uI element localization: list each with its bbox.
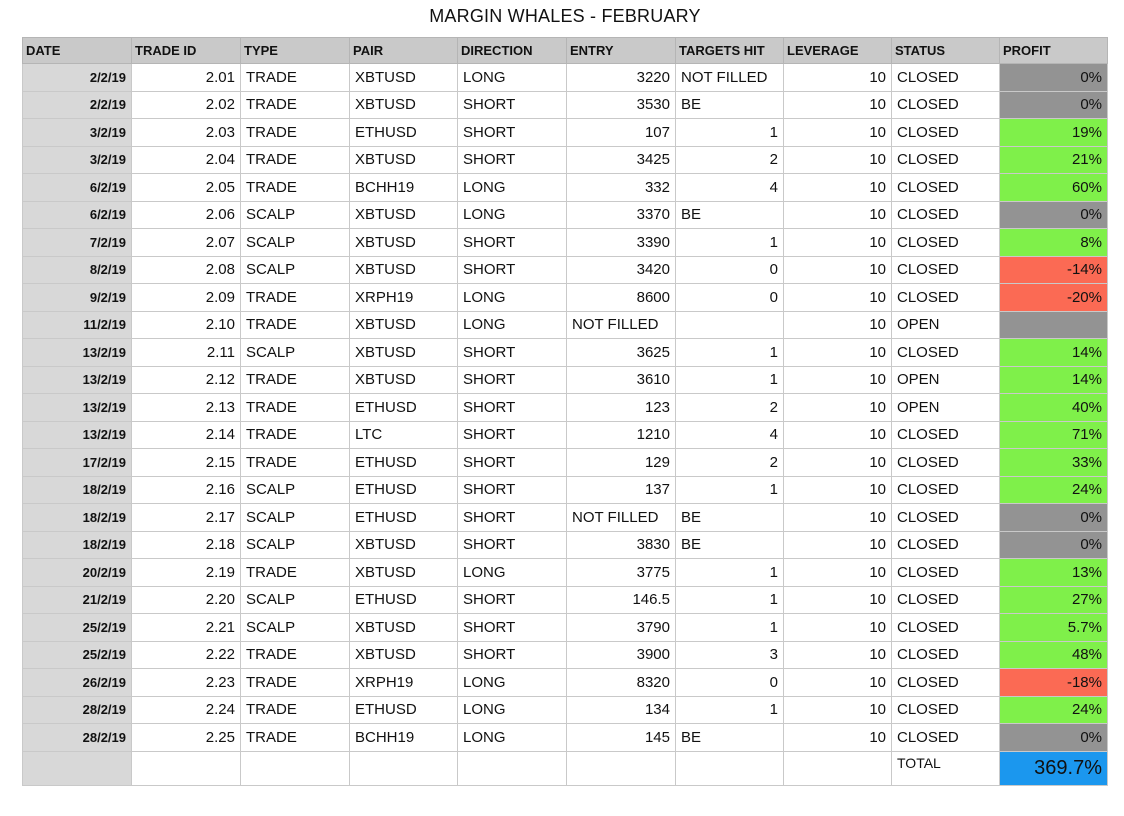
entry-cell[interactable]: 3390 <box>567 229 676 257</box>
status-cell[interactable]: CLOSED <box>892 504 1000 532</box>
pair-cell[interactable]: BCHH19 <box>350 174 458 202</box>
type-cell[interactable]: TRADE <box>241 641 350 669</box>
status-cell[interactable]: CLOSED <box>892 559 1000 587</box>
entry-cell[interactable]: 332 <box>567 174 676 202</box>
profit-cell[interactable]: 0% <box>1000 64 1108 92</box>
date-cell[interactable]: 28/2/19 <box>23 724 132 752</box>
targets-hit-cell[interactable]: BE <box>676 531 784 559</box>
type-cell[interactable]: TRADE <box>241 366 350 394</box>
pair-cell[interactable]: ETHUSD <box>350 504 458 532</box>
pair-cell[interactable]: XBTUSD <box>350 641 458 669</box>
status-cell[interactable]: CLOSED <box>892 284 1000 312</box>
profit-cell[interactable]: 0% <box>1000 91 1108 119</box>
type-cell[interactable]: SCALP <box>241 586 350 614</box>
status-cell[interactable]: CLOSED <box>892 696 1000 724</box>
targets-hit-cell[interactable]: 0 <box>676 256 784 284</box>
date-cell[interactable]: 13/2/19 <box>23 394 132 422</box>
profit-cell[interactable]: -20% <box>1000 284 1108 312</box>
profit-cell[interactable]: 14% <box>1000 366 1108 394</box>
leverage-cell[interactable]: 10 <box>784 724 892 752</box>
profit-cell[interactable]: 71% <box>1000 421 1108 449</box>
direction-cell[interactable]: LONG <box>458 311 567 339</box>
targets-hit-cell[interactable] <box>676 311 784 339</box>
trade-id-cell[interactable]: 2.06 <box>132 201 241 229</box>
direction-cell[interactable]: SHORT <box>458 421 567 449</box>
type-cell[interactable]: SCALP <box>241 531 350 559</box>
profit-cell[interactable]: 0% <box>1000 201 1108 229</box>
entry-cell[interactable]: 3530 <box>567 91 676 119</box>
targets-hit-cell[interactable]: BE <box>676 91 784 119</box>
direction-cell[interactable]: SHORT <box>458 531 567 559</box>
pair-cell[interactable]: XBTUSD <box>350 229 458 257</box>
leverage-cell[interactable]: 10 <box>784 284 892 312</box>
type-cell[interactable]: TRADE <box>241 394 350 422</box>
profit-cell[interactable]: 14% <box>1000 339 1108 367</box>
profit-cell[interactable]: 0% <box>1000 724 1108 752</box>
entry-cell[interactable]: 145 <box>567 724 676 752</box>
table-row <box>23 394 1108 422</box>
status-cell[interactable]: OPEN <box>892 366 1000 394</box>
type-cell[interactable]: TRADE <box>241 91 350 119</box>
entry-cell[interactable]: 129 <box>567 449 676 477</box>
date-cell[interactable]: 13/2/19 <box>23 339 132 367</box>
status-cell[interactable]: CLOSED <box>892 724 1000 752</box>
leverage-cell[interactable]: 10 <box>784 366 892 394</box>
status-cell[interactable]: CLOSED <box>892 91 1000 119</box>
status-cell[interactable]: CLOSED <box>892 449 1000 477</box>
table-row <box>23 641 1108 669</box>
date-cell[interactable]: 28/2/19 <box>23 696 132 724</box>
date-cell[interactable]: 18/2/19 <box>23 531 132 559</box>
col-header-pair[interactable]: PAIR <box>350 38 458 64</box>
total-empty-cell[interactable] <box>784 751 892 785</box>
direction-cell[interactable]: LONG <box>458 669 567 697</box>
trade-id-cell[interactable]: 2.07 <box>132 229 241 257</box>
pair-cell[interactable]: XBTUSD <box>350 201 458 229</box>
type-cell[interactable]: SCALP <box>241 614 350 642</box>
status-cell[interactable]: CLOSED <box>892 229 1000 257</box>
profit-cell[interactable]: 0% <box>1000 531 1108 559</box>
profit-cell[interactable]: 40% <box>1000 394 1108 422</box>
entry-cell[interactable]: 107 <box>567 119 676 147</box>
targets-hit-cell[interactable]: 4 <box>676 174 784 202</box>
entry-cell[interactable]: 8320 <box>567 669 676 697</box>
trade-id-cell[interactable]: 2.16 <box>132 476 241 504</box>
leverage-cell[interactable]: 10 <box>784 641 892 669</box>
total-profit-value[interactable]: 369.7% <box>1000 751 1108 785</box>
entry-cell[interactable]: 1210 <box>567 421 676 449</box>
leverage-cell[interactable]: 10 <box>784 119 892 147</box>
targets-hit-cell[interactable]: 2 <box>676 146 784 174</box>
date-cell[interactable]: 6/2/19 <box>23 174 132 202</box>
leverage-cell[interactable]: 10 <box>784 311 892 339</box>
trade-id-cell[interactable]: 2.15 <box>132 449 241 477</box>
profit-cell[interactable]: 48% <box>1000 641 1108 669</box>
type-cell[interactable]: TRADE <box>241 724 350 752</box>
col-header-type[interactable]: TYPE <box>241 38 350 64</box>
col-header-date[interactable]: DATE <box>23 38 132 64</box>
direction-cell[interactable]: SHORT <box>458 229 567 257</box>
total-row <box>23 751 1108 785</box>
pair-cell[interactable]: XBTUSD <box>350 256 458 284</box>
status-cell[interactable]: CLOSED <box>892 586 1000 614</box>
entry-cell[interactable]: NOT FILLED <box>567 311 676 339</box>
trade-id-cell[interactable]: 2.14 <box>132 421 241 449</box>
table-row <box>23 119 1108 147</box>
leverage-cell[interactable]: 10 <box>784 64 892 92</box>
table-row <box>23 696 1108 724</box>
total-date-cell[interactable] <box>23 751 132 785</box>
total-empty-cell[interactable] <box>567 751 676 785</box>
type-cell[interactable]: SCALP <box>241 476 350 504</box>
direction-cell[interactable]: LONG <box>458 284 567 312</box>
pair-cell[interactable]: XBTUSD <box>350 339 458 367</box>
sheet-title: MARGIN WHALES - FEBRUARY <box>429 6 701 26</box>
profit-cell[interactable]: 24% <box>1000 476 1108 504</box>
type-cell[interactable]: TRADE <box>241 449 350 477</box>
targets-hit-cell[interactable]: 1 <box>676 696 784 724</box>
type-cell[interactable]: TRADE <box>241 311 350 339</box>
date-cell[interactable]: 26/2/19 <box>23 669 132 697</box>
pair-cell[interactable]: XRPH19 <box>350 284 458 312</box>
pair-cell[interactable]: XRPH19 <box>350 669 458 697</box>
pair-cell[interactable]: BCHH19 <box>350 724 458 752</box>
targets-hit-cell[interactable]: 1 <box>676 339 784 367</box>
profit-cell[interactable]: 0% <box>1000 504 1108 532</box>
type-cell[interactable]: SCALP <box>241 201 350 229</box>
direction-cell[interactable]: SHORT <box>458 449 567 477</box>
date-cell[interactable]: 18/2/19 <box>23 504 132 532</box>
type-cell[interactable]: SCALP <box>241 256 350 284</box>
table-row <box>23 366 1108 394</box>
leverage-cell[interactable]: 10 <box>784 201 892 229</box>
status-cell[interactable]: CLOSED <box>892 614 1000 642</box>
date-cell[interactable]: 2/2/19 <box>23 91 132 119</box>
direction-cell[interactable]: LONG <box>458 559 567 587</box>
trade-id-cell[interactable]: 2.08 <box>132 256 241 284</box>
col-header-direction[interactable]: DIRECTION <box>458 38 567 64</box>
trade-id-cell[interactable]: 2.22 <box>132 641 241 669</box>
type-cell[interactable]: TRADE <box>241 284 350 312</box>
table-row <box>23 586 1108 614</box>
col-header-entry[interactable]: ENTRY <box>567 38 676 64</box>
direction-cell[interactable]: LONG <box>458 724 567 752</box>
total-empty-cell[interactable] <box>350 751 458 785</box>
type-cell[interactable]: TRADE <box>241 696 350 724</box>
type-cell[interactable]: SCALP <box>241 339 350 367</box>
type-cell[interactable]: SCALP <box>241 229 350 257</box>
date-cell[interactable]: 11/2/19 <box>23 311 132 339</box>
status-cell[interactable]: CLOSED <box>892 146 1000 174</box>
leverage-cell[interactable]: 10 <box>784 394 892 422</box>
table-row <box>23 174 1108 202</box>
direction-cell[interactable]: LONG <box>458 201 567 229</box>
pair-cell[interactable]: XBTUSD <box>350 146 458 174</box>
targets-hit-cell[interactable]: 2 <box>676 449 784 477</box>
date-cell[interactable]: 3/2/19 <box>23 119 132 147</box>
targets-hit-cell[interactable]: 1 <box>676 559 784 587</box>
leverage-cell[interactable]: 10 <box>784 669 892 697</box>
leverage-cell[interactable]: 10 <box>784 339 892 367</box>
profit-cell[interactable] <box>1000 311 1108 339</box>
col-header-status[interactable]: STATUS <box>892 38 1000 64</box>
entry-cell[interactable]: 8600 <box>567 284 676 312</box>
targets-hit-cell[interactable]: BE <box>676 504 784 532</box>
table-row <box>23 229 1108 257</box>
trade-id-cell[interactable]: 2.02 <box>132 91 241 119</box>
direction-cell[interactable]: SHORT <box>458 119 567 147</box>
trade-id-cell[interactable]: 2.18 <box>132 531 241 559</box>
table-row <box>23 284 1108 312</box>
pair-cell[interactable]: XBTUSD <box>350 366 458 394</box>
date-cell[interactable]: 3/2/19 <box>23 146 132 174</box>
status-cell[interactable]: CLOSED <box>892 421 1000 449</box>
entry-cell[interactable]: 123 <box>567 394 676 422</box>
trade-id-cell[interactable]: 2.13 <box>132 394 241 422</box>
entry-cell[interactable]: NOT FILLED <box>567 504 676 532</box>
trade-id-cell[interactable]: 2.23 <box>132 669 241 697</box>
leverage-cell[interactable]: 10 <box>784 174 892 202</box>
direction-cell[interactable]: LONG <box>458 696 567 724</box>
profit-cell[interactable]: 21% <box>1000 146 1108 174</box>
pair-cell[interactable]: ETHUSD <box>350 476 458 504</box>
trade-id-cell[interactable]: 2.11 <box>132 339 241 367</box>
pair-cell[interactable]: XBTUSD <box>350 311 458 339</box>
targets-hit-cell[interactable]: 3 <box>676 641 784 669</box>
date-cell[interactable]: 18/2/19 <box>23 476 132 504</box>
col-header-profit[interactable]: PROFIT <box>1000 38 1108 64</box>
direction-cell[interactable]: LONG <box>458 64 567 92</box>
table-row <box>23 91 1108 119</box>
trade-id-cell[interactable]: 2.25 <box>132 724 241 752</box>
status-cell[interactable]: CLOSED <box>892 339 1000 367</box>
profit-cell[interactable]: -14% <box>1000 256 1108 284</box>
date-cell[interactable]: 20/2/19 <box>23 559 132 587</box>
targets-hit-cell[interactable]: BE <box>676 201 784 229</box>
trade-id-cell[interactable]: 2.04 <box>132 146 241 174</box>
table-row <box>23 476 1108 504</box>
pair-cell[interactable]: XBTUSD <box>350 64 458 92</box>
leverage-cell[interactable]: 10 <box>784 614 892 642</box>
pair-cell[interactable]: LTC <box>350 421 458 449</box>
status-cell[interactable]: CLOSED <box>892 669 1000 697</box>
type-cell[interactable]: TRADE <box>241 174 350 202</box>
targets-hit-cell[interactable]: 1 <box>676 366 784 394</box>
leverage-cell[interactable]: 10 <box>784 449 892 477</box>
type-cell[interactable]: TRADE <box>241 559 350 587</box>
table-row <box>23 724 1108 752</box>
status-cell[interactable]: CLOSED <box>892 119 1000 147</box>
status-cell[interactable]: OPEN <box>892 311 1000 339</box>
status-cell[interactable]: CLOSED <box>892 641 1000 669</box>
table-row <box>23 256 1108 284</box>
status-cell[interactable]: CLOSED <box>892 476 1000 504</box>
table-row <box>23 449 1108 477</box>
entry-cell[interactable]: 3830 <box>567 531 676 559</box>
pair-cell[interactable]: ETHUSD <box>350 586 458 614</box>
direction-cell[interactable]: SHORT <box>458 614 567 642</box>
type-cell[interactable]: SCALP <box>241 504 350 532</box>
leverage-cell[interactable]: 10 <box>784 559 892 587</box>
date-cell[interactable]: 7/2/19 <box>23 229 132 257</box>
entry-cell[interactable]: 3790 <box>567 614 676 642</box>
trade-id-cell[interactable]: 2.19 <box>132 559 241 587</box>
total-empty-cell[interactable] <box>676 751 784 785</box>
status-cell[interactable]: CLOSED <box>892 256 1000 284</box>
direction-cell[interactable]: SHORT <box>458 394 567 422</box>
pair-cell[interactable]: XBTUSD <box>350 91 458 119</box>
status-cell[interactable]: CLOSED <box>892 201 1000 229</box>
pair-cell[interactable]: XBTUSD <box>350 559 458 587</box>
leverage-cell[interactable]: 10 <box>784 476 892 504</box>
pair-cell[interactable]: ETHUSD <box>350 119 458 147</box>
pair-cell[interactable]: ETHUSD <box>350 394 458 422</box>
direction-cell[interactable]: SHORT <box>458 256 567 284</box>
trade-id-cell[interactable]: 2.05 <box>132 174 241 202</box>
table-row <box>23 201 1108 229</box>
type-cell[interactable]: TRADE <box>241 146 350 174</box>
table-row <box>23 339 1108 367</box>
status-cell[interactable]: CLOSED <box>892 531 1000 559</box>
targets-hit-cell[interactable]: 1 <box>676 119 784 147</box>
profit-cell[interactable]: 60% <box>1000 174 1108 202</box>
direction-cell[interactable]: LONG <box>458 174 567 202</box>
header-row <box>23 38 1108 64</box>
targets-hit-cell[interactable]: 1 <box>676 476 784 504</box>
targets-hit-cell[interactable]: 1 <box>676 229 784 257</box>
targets-hit-cell[interactable]: 0 <box>676 284 784 312</box>
trade-id-cell[interactable]: 2.24 <box>132 696 241 724</box>
col-header-targets-hit[interactable]: TARGETS HIT <box>676 38 784 64</box>
entry-cell[interactable]: 3220 <box>567 64 676 92</box>
profit-cell[interactable]: 5.7% <box>1000 614 1108 642</box>
direction-cell[interactable]: SHORT <box>458 641 567 669</box>
entry-cell[interactable]: 3610 <box>567 366 676 394</box>
entry-cell[interactable]: 137 <box>567 476 676 504</box>
profit-cell[interactable]: -18% <box>1000 669 1108 697</box>
direction-cell[interactable]: SHORT <box>458 146 567 174</box>
direction-cell[interactable]: SHORT <box>458 339 567 367</box>
entry-cell[interactable]: 3775 <box>567 559 676 587</box>
col-header-trade-id[interactable]: TRADE ID <box>132 38 241 64</box>
targets-hit-cell[interactable]: 1 <box>676 614 784 642</box>
leverage-cell[interactable]: 10 <box>784 91 892 119</box>
table-row <box>23 669 1108 697</box>
direction-cell[interactable]: SHORT <box>458 476 567 504</box>
table-row <box>23 531 1108 559</box>
table-row <box>23 504 1108 532</box>
targets-hit-cell[interactable]: 1 <box>676 586 784 614</box>
leverage-cell[interactable]: 10 <box>784 229 892 257</box>
leverage-cell[interactable]: 10 <box>784 421 892 449</box>
entry-cell[interactable]: 134 <box>567 696 676 724</box>
status-cell[interactable]: CLOSED <box>892 174 1000 202</box>
date-cell[interactable]: 13/2/19 <box>23 366 132 394</box>
trade-id-cell[interactable]: 2.21 <box>132 614 241 642</box>
table-row <box>23 311 1108 339</box>
trades-table <box>22 37 1108 786</box>
targets-hit-cell[interactable]: 4 <box>676 421 784 449</box>
targets-hit-cell[interactable]: BE <box>676 724 784 752</box>
table-row <box>23 146 1108 174</box>
leverage-cell[interactable]: 10 <box>784 504 892 532</box>
direction-cell[interactable]: SHORT <box>458 91 567 119</box>
leverage-cell[interactable]: 10 <box>784 256 892 284</box>
status-cell[interactable]: OPEN <box>892 394 1000 422</box>
type-cell[interactable]: TRADE <box>241 64 350 92</box>
profit-cell[interactable]: 33% <box>1000 449 1108 477</box>
direction-cell[interactable]: SHORT <box>458 504 567 532</box>
pair-cell[interactable]: XBTUSD <box>350 531 458 559</box>
table-row <box>23 64 1108 92</box>
trade-id-cell[interactable]: 2.20 <box>132 586 241 614</box>
date-cell[interactable]: 17/2/19 <box>23 449 132 477</box>
trade-id-cell[interactable]: 2.01 <box>132 64 241 92</box>
profit-cell[interactable]: 13% <box>1000 559 1108 587</box>
profit-cell[interactable]: 19% <box>1000 119 1108 147</box>
total-empty-cell[interactable] <box>241 751 350 785</box>
type-cell[interactable]: TRADE <box>241 669 350 697</box>
date-cell[interactable]: 25/2/19 <box>23 614 132 642</box>
pair-cell[interactable]: ETHUSD <box>350 449 458 477</box>
table-row <box>23 614 1108 642</box>
type-cell[interactable]: TRADE <box>241 119 350 147</box>
total-label[interactable]: TOTAL <box>892 751 1000 785</box>
date-cell[interactable]: 9/2/19 <box>23 284 132 312</box>
entry-cell[interactable]: 3370 <box>567 201 676 229</box>
trade-id-cell[interactable]: 2.12 <box>132 366 241 394</box>
total-empty-cell[interactable] <box>132 751 241 785</box>
date-cell[interactable]: 25/2/19 <box>23 641 132 669</box>
pair-cell[interactable]: ETHUSD <box>350 696 458 724</box>
profit-cell[interactable]: 27% <box>1000 586 1108 614</box>
date-cell[interactable]: 13/2/19 <box>23 421 132 449</box>
date-cell[interactable]: 8/2/19 <box>23 256 132 284</box>
profit-cell[interactable]: 24% <box>1000 696 1108 724</box>
col-header-leverage[interactable]: LEVERAGE <box>784 38 892 64</box>
table-row <box>23 559 1108 587</box>
direction-cell[interactable]: SHORT <box>458 586 567 614</box>
leverage-cell[interactable]: 10 <box>784 531 892 559</box>
date-cell[interactable]: 2/2/19 <box>23 64 132 92</box>
targets-hit-cell[interactable]: 0 <box>676 669 784 697</box>
leverage-cell[interactable]: 10 <box>784 146 892 174</box>
date-cell[interactable]: 6/2/19 <box>23 201 132 229</box>
table-row <box>23 421 1108 449</box>
entry-cell[interactable]: 3625 <box>567 339 676 367</box>
profit-cell[interactable]: 8% <box>1000 229 1108 257</box>
targets-hit-cell[interactable]: NOT FILLED <box>676 64 784 92</box>
trade-id-cell[interactable]: 2.03 <box>132 119 241 147</box>
entry-cell[interactable]: 3900 <box>567 641 676 669</box>
pair-cell[interactable]: XBTUSD <box>350 614 458 642</box>
total-empty-cell[interactable] <box>458 751 567 785</box>
date-cell[interactable]: 21/2/19 <box>23 586 132 614</box>
leverage-cell[interactable]: 10 <box>784 696 892 724</box>
status-cell[interactable]: CLOSED <box>892 64 1000 92</box>
entry-cell[interactable]: 3425 <box>567 146 676 174</box>
entry-cell[interactable]: 146.5 <box>567 586 676 614</box>
trade-id-cell[interactable]: 2.10 <box>132 311 241 339</box>
trade-id-cell[interactable]: 2.17 <box>132 504 241 532</box>
targets-hit-cell[interactable]: 2 <box>676 394 784 422</box>
type-cell[interactable]: TRADE <box>241 421 350 449</box>
direction-cell[interactable]: SHORT <box>458 366 567 394</box>
leverage-cell[interactable]: 10 <box>784 586 892 614</box>
trade-id-cell[interactable]: 2.09 <box>132 284 241 312</box>
entry-cell[interactable]: 3420 <box>567 256 676 284</box>
